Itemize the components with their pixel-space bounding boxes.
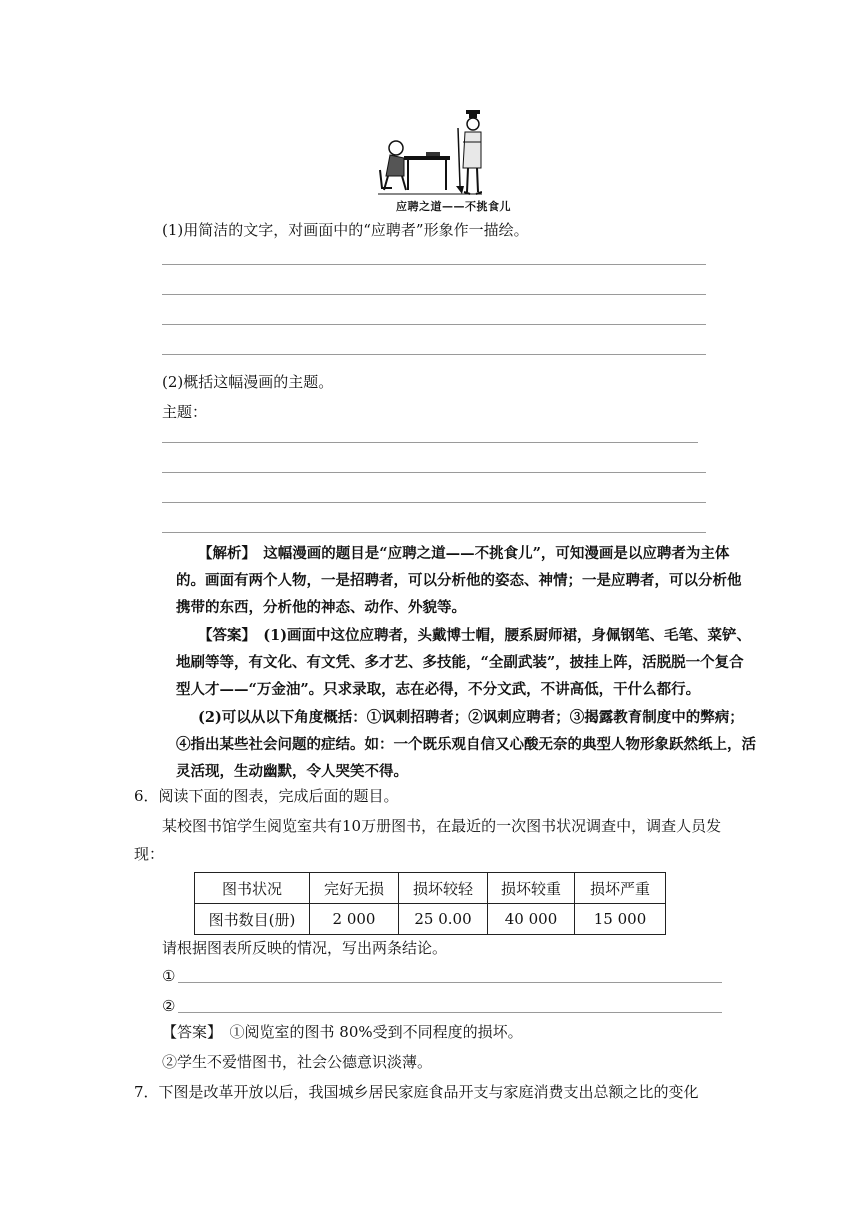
answer-line	[162, 324, 706, 325]
table-row	[195, 904, 666, 935]
table-cell: 2 000	[310, 904, 399, 935]
answer-5-line-3: 型人才——“万金油”。只求录取，志在必得，不分文武，不讲高低，干什么都行。	[176, 681, 701, 698]
table-cell: 图书状况	[195, 873, 310, 904]
theme-label: 主题：	[162, 403, 208, 421]
question-5-part-2: (2)概括这幅漫画的主题。	[162, 373, 334, 391]
table-cell: 15 000	[575, 904, 666, 935]
answer-line	[162, 264, 706, 265]
analysis-line-2: 的。画面有两个人物，一是招聘者，可以分析他的姿态、神情；一是应聘者，可以分析他	[176, 572, 742, 589]
table-cell: 损坏较重	[488, 873, 575, 904]
analysis-line-1: 【解析】 这幅漫画的题目是“应聘之道——不挑食儿”，可知漫画是以应聘者为主体	[198, 545, 730, 562]
answer-line	[162, 532, 706, 533]
question-6-prompt: 请根据图表所反映的情况，写出两条结论。	[162, 939, 448, 957]
answer-line	[162, 294, 706, 295]
table-cell: 损坏较轻	[399, 873, 488, 904]
table-cell: 25 0.00	[399, 904, 488, 935]
answer-5-line-6: 灵活现，生动幽默，令人哭笑不得。	[176, 763, 408, 780]
question-5-part-1: (1)用简洁的文字，对画面中的“应聘者”形象作一描绘。	[162, 221, 529, 239]
blank-marker-1: ①	[162, 967, 176, 985]
analysis-line-3: 携带的东西，分析他的神态、动作、外貌等。	[176, 599, 466, 616]
question-6-intro: 某校图书馆学生阅览室共有10万册图书，在最近的一次图书状况调查中，调查人员发	[162, 817, 722, 835]
blank-marker-2: ②	[162, 997, 176, 1015]
answer-line	[178, 1012, 722, 1013]
answer-line	[162, 354, 706, 355]
answer-line	[178, 982, 722, 983]
answer-5-line-2: 地刷等等，有文化、有文凭、多才艺、多技能，“全副武装”，披挂上阵，活脱脱一个复合	[176, 654, 744, 671]
answer-line	[162, 442, 698, 443]
book-status-table	[194, 872, 666, 935]
answer-line	[162, 502, 706, 503]
table-header-row	[195, 873, 666, 904]
answer-line	[162, 472, 706, 473]
answer-5-line-4: (2)可以从以下角度概括：①讽刺招聘者；②讽刺应聘者；③揭露教育制度中的弊病；	[198, 709, 744, 726]
cartoon-caption: 应聘之道——不挑食儿	[396, 200, 511, 213]
answer-5-line-5: ④指出某些社会问题的症结。如：一个既乐观自信又心酸无奈的典型人物形象跃然纸上，活	[176, 736, 756, 753]
table-cell: 40 000	[488, 904, 575, 935]
answer-6-line-1: 【答案】 ①阅览室的图书 80%受到不同程度的损坏。	[162, 1023, 523, 1041]
question-6-title: 6．阅读下面的图表，完成后面的题目。	[134, 787, 399, 805]
answer-6-line-2: ②学生不爱惜图书，社会公德意识淡薄。	[162, 1053, 433, 1071]
table-cell: 损坏严重	[575, 873, 666, 904]
question-7-title: 7．下图是改革开放以后，我国城乡居民家庭食品开支与家庭消费支出总额之比的变化	[134, 1083, 699, 1101]
question-6-intro-cont: 现：	[134, 845, 165, 863]
table-cell: 完好无损	[310, 873, 399, 904]
table-cell: 图书数目(册)	[195, 904, 310, 935]
answer-5-line-1: 【答案】 (1)画面中这位应聘者，头戴博士帽，腰系厨师裙，身佩钢笔、毛笔、菜铲、	[198, 627, 752, 644]
